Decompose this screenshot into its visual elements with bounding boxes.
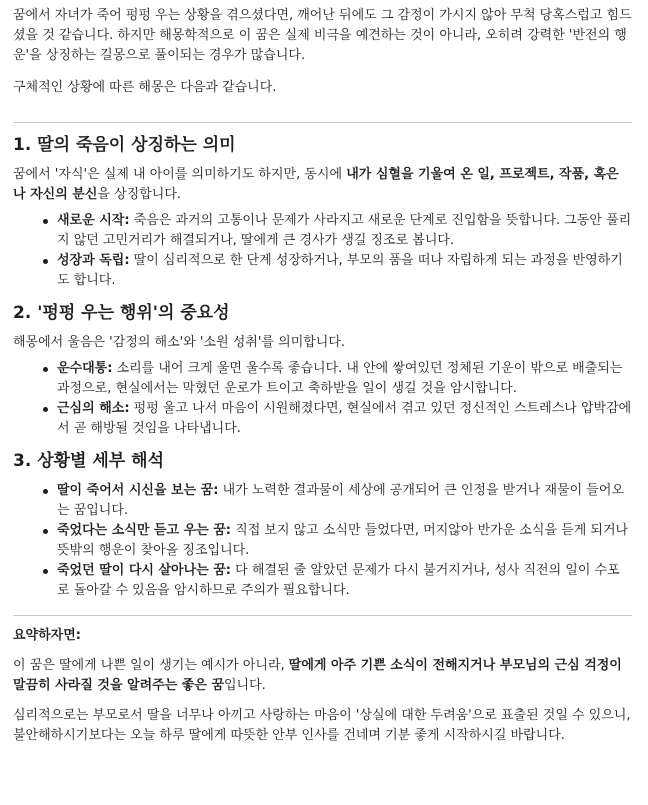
section-paragraph [13,165,632,205]
item-text: 다 해결된 줄 알았던 문제가 다시 불거지거나, 성사 직전의 일이 수포로 돌아갈 수 있음을 암시하므로 주의가 필요합니다. [57,563,620,598]
section-title: 1. 딸의 죽음이 상징하는 의미 [13,135,236,155]
list-item [43,521,632,561]
para-bold: 딸에게 아주 기쁜 소식이 전해지거나 부모님의 근심 걱정이 말끔히 사라질 것을 알려주는 좋은 꿈 [13,658,622,693]
section-crying [13,301,632,439]
list-item [43,359,632,399]
item-label: 근심의 해소: [57,401,130,416]
para-text: 입니다. [224,678,266,693]
list-item [43,481,632,521]
item-label: 죽었던 딸이 다시 살아나는 꿈: [57,563,231,578]
item-text: 죽음은 과거의 고통이나 문제가 사라지고 새로운 단계로 진입함을 뜻합니다. 그동안 풀리지 않던 고민거리가 해결되거나, 딸에게 큰 경사가 생길 징조로 봅니다. [57,213,632,248]
item-text: 펑펑 울고 나서 마음이 시원해졌다면, 현실에서 겪고 있던 정신적인 스트레스나 압박감에서 곧 해방될 것임을 나타냅니다. [57,401,632,436]
section-meaning [13,133,632,291]
item-text: 소리를 내어 크게 울면 울수록 좋습니다. 내 안에 쌓여있던 정체된 기운이 밖으로 배출되는 과정으로, 현실에서는 막혔던 운로가 트이고 축하받을 일이 생길 것을 암시합니다. [57,361,623,396]
item-text: 직접 보지 않고 소식만 들었다면, 머지않아 반가운 소식을 듣게 되거나 뜻밖의 행운이 찾아올 징조입니다. [57,523,629,558]
divider [13,615,632,616]
item-text: 딸이 심리적으로 한 단계 성장하거나, 부모의 품을 떠나 자립하게 되는 과정을 반영하기도 합니다. [57,253,623,288]
para-bold: 내가 심혈을 기울여 온 일, 프로젝트, 작품, 혹은 나 자신의 분신 [13,167,619,202]
bullet-list [13,481,632,601]
para-text: 을 상징합니다. [97,187,182,202]
item-label: 성장과 독립: [57,253,130,268]
item-label: 새로운 시작: [57,213,130,228]
bullet-list [13,359,632,439]
divider [13,122,632,123]
intro-paragraph: 꿈에서 자녀가 죽어 펑펑 우는 상황을 겪으셨다면, 깨어난 뒤에도 그 감정이 가시지 않아 무척 당혹스럽고 힘드셨을 것 같습니다. 하지만 해몽학적으로 이 꿈은 실제 비극을 예견하는 것이 아니라, 오히려 강력한 '반전의 행운'을 상징하는 길몽으로 풀이되는 경우가 많습니다. [13,8,632,63]
para-text: 꿈에서 '자식'은 실제 내 아이를 의미하기도 하지만, 동시에 [13,167,347,182]
list-item [43,251,632,291]
item-label: 죽었다는 소식만 듣고 우는 꿈: [57,523,231,538]
bullet-list [13,211,632,291]
section-title: 3. 상황별 세부 해석 [13,451,164,471]
list-item [43,211,632,251]
list-item [43,561,632,601]
section-details [13,449,632,601]
intro-lead: 구체적인 상황에 따른 해몽은 다음과 같습니다. [13,80,277,95]
item-text: 내가 노력한 결과물이 세상에 공개되어 큰 인정을 받거나 재물이 들어오는 꿈입니다. [57,483,624,518]
para-text: 이 꿈은 딸에게 나쁜 일이 생기는 예시가 아니라, [13,658,289,673]
item-label: 운수대통: [57,361,113,376]
section-title: 2. '펑펑 우는 행위'의 중요성 [13,303,230,323]
summary-title: 요약하자면: [13,628,81,643]
item-label: 딸이 죽어서 시신을 보는 꿈: [57,483,219,498]
list-item [43,399,632,439]
summary-paragraph [13,656,632,696]
summary-closing: 심리적으로는 부모로서 딸을 너무나 아끼고 사랑하는 마음이 '상실에 대한 두려움'으로 표출된 것일 수 있으니, 불안해하시기보다는 오늘 하루 딸에게 따뜻한 안부 인사를 건네며 기분 좋게 시작하시길 바랍니다. [13,708,631,743]
section-paragraph: 해몽에서 울음은 '감정의 해소'와 '소원 성취'를 의미합니다. [13,335,346,350]
